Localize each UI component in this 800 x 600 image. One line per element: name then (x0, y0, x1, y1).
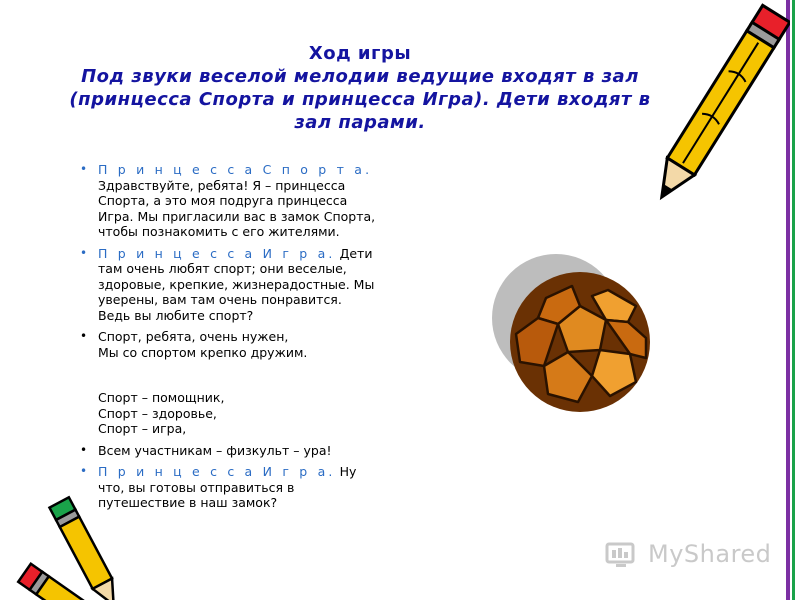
item-text: Дети там очень любят спорт; они веселые, здоровые, крепкие, жизнерадостные. Мы уверены, вам там очень понравится. Ведь вы любите спорт? (98, 245, 375, 323)
myshared-logo-icon (604, 538, 644, 570)
bullet-icon: • (80, 442, 88, 457)
title-heading: Ход игры (308, 43, 412, 64)
item-text-line: Спорт, ребята, очень нужен, (98, 329, 289, 344)
list-item (78, 246, 378, 324)
slide-title (60, 42, 660, 134)
spacer (78, 366, 378, 384)
watermark-text: MyShared (648, 540, 772, 568)
soccer-ball-icon (488, 246, 658, 416)
verse-line: Спорт – игра, (98, 421, 187, 436)
speaker-label: П р и н ц е с с а И г р а. (98, 245, 336, 261)
verse-line: Спорт – помощник, (98, 390, 225, 405)
item-text: Ну что, вы готовы отправиться в путешествие в наш замок? (98, 464, 357, 510)
verse-line: Спорт – здоровье, (98, 405, 217, 421)
verse-block (78, 390, 378, 437)
list-item (78, 162, 378, 240)
speaker-label: П р и н ц е с с а С п о р т а. (98, 162, 373, 177)
item-text: Всем участникам – физкульт – ура! (98, 442, 332, 458)
speaker-label: П р и н ц е с с а И г р а. (98, 464, 336, 479)
list-item (78, 329, 378, 360)
bullet-icon: • (80, 245, 88, 260)
watermark (604, 536, 774, 572)
edge-stripe-green (792, 0, 795, 600)
title-lead: Под звуки веселой мелодии ведущие входят в зал (принцесса Спорта и принцесса Игра). Дети входят в зал парами. (69, 66, 651, 133)
content-list (78, 162, 378, 517)
pencil-icon (640, 0, 790, 220)
list-item (78, 443, 378, 459)
bullet-icon: • (80, 464, 88, 478)
pencils-icon (0, 480, 170, 600)
bullet-icon: • (80, 162, 88, 176)
item-text-line: Мы со спортом крепко дружим. (98, 344, 308, 360)
item-text: Здравствуйте, ребята! Я – принцесса Спорта, а это моя подруга принцесса Игра. Мы пригласили вас в замок Спорта, чтобы познакомить с его жителями. (98, 177, 376, 239)
bullet-icon: • (80, 329, 88, 343)
